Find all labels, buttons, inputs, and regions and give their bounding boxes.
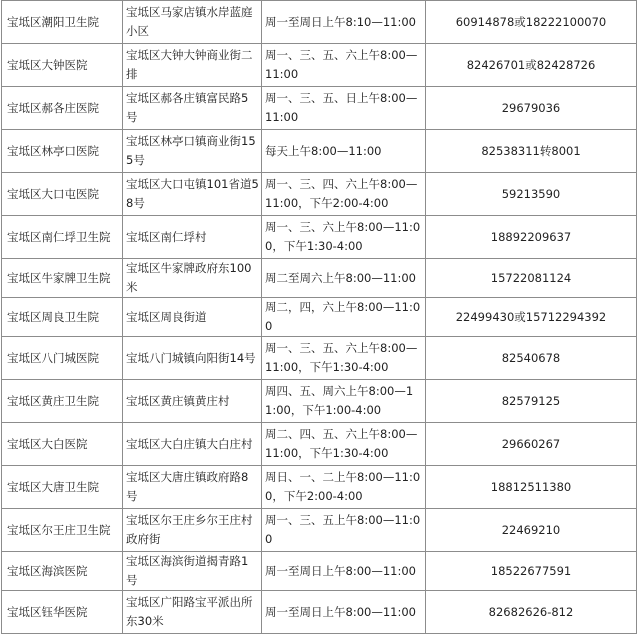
phone-cell: 29679036 — [426, 87, 637, 130]
table-row — [2, 87, 637, 130]
hospital-name-cell: 宝坻区海滨医院 — [2, 552, 123, 591]
hospital-name-cell: 宝坻区钰华医院 — [2, 591, 123, 634]
table-row — [2, 216, 637, 259]
hospital-name-cell: 宝坻区大白医院 — [2, 423, 123, 466]
address-cell: 宝坻八门城镇向阳街14号 — [123, 337, 262, 380]
table-row — [2, 1, 637, 44]
phone-cell: 18522677591 — [426, 552, 637, 591]
phone-cell: 60914878或18222100070 — [426, 1, 637, 44]
hours-cell: 周日、一、二上午8:00—11:00，下午2:00-4:00 — [262, 466, 426, 509]
phone-cell: 82682626-812 — [426, 591, 637, 634]
hospital-name-cell: 宝坻区南仁垺卫生院 — [2, 216, 123, 259]
address-cell: 宝坻区大白庄镇大白庄村 — [123, 423, 262, 466]
phone-cell: 18812511380 — [426, 466, 637, 509]
hours-cell: 周一、三、六上午8:00—11:00，下午1:30-4:00 — [262, 216, 426, 259]
address-cell: 宝坻区马家店镇水岸蓝庭小区 — [123, 1, 262, 44]
hours-cell: 周二、四、五、六上午8:00—11:00，下午1:30-4:00 — [262, 423, 426, 466]
table-row — [2, 466, 637, 509]
hospital-name-cell: 宝坻区潮阳卫生院 — [2, 1, 123, 44]
phone-cell: 15722081124 — [426, 259, 637, 298]
hospital-name-cell: 宝坻区大口屯医院 — [2, 173, 123, 216]
hours-cell: 周一、三、五、六上午8:00—11:00 — [262, 44, 426, 87]
hours-cell: 周一、三、五、六上午8:00—11:00，下午1:30-4:00 — [262, 337, 426, 380]
address-cell: 宝坻区南仁垺村 — [123, 216, 262, 259]
hours-cell: 周一至周日上午8:00—11:00 — [262, 591, 426, 634]
hospital-name-cell: 宝坻区黄庄卫生院 — [2, 380, 123, 423]
phone-cell: 22499430或15712294392 — [426, 298, 637, 337]
table-row — [2, 44, 637, 87]
table-row — [2, 298, 637, 337]
table-row — [2, 130, 637, 173]
table-row — [2, 509, 637, 552]
address-cell: 宝坻区牛家牌政府东100米 — [123, 259, 262, 298]
phone-cell: 18892209637 — [426, 216, 637, 259]
hospital-table — [1, 0, 637, 634]
hospital-name-cell: 宝坻区周良卫生院 — [2, 298, 123, 337]
phone-cell: 82538311转8001 — [426, 130, 637, 173]
table-row — [2, 259, 637, 298]
table-row — [2, 423, 637, 466]
hours-cell: 周一、三、四、六上午8:00—11:00，下午2:00-4:00 — [262, 173, 426, 216]
hours-cell: 周一、三、五、日上午8:00—11:00 — [262, 87, 426, 130]
phone-cell: 59213590 — [426, 173, 637, 216]
hours-cell: 周一至周日上午8:00—11:00 — [262, 552, 426, 591]
address-cell: 宝坻区广阳路宝平派出所东30米 — [123, 591, 262, 634]
table-body — [2, 1, 637, 634]
hospital-name-cell: 宝坻区尔王庄卫生院 — [2, 509, 123, 552]
hospital-name-cell: 宝坻区大钟医院 — [2, 44, 123, 87]
hospital-name-cell: 宝坻区林亭口医院 — [2, 130, 123, 173]
hours-cell: 每天上午8:00—11:00 — [262, 130, 426, 173]
phone-cell: 82540678 — [426, 337, 637, 380]
table-row — [2, 337, 637, 380]
table-row — [2, 380, 637, 423]
address-cell: 宝坻区大钟大钟商业街二排 — [123, 44, 262, 87]
address-cell: 宝坻区海滨街道揭青路1号 — [123, 552, 262, 591]
hours-cell: 周二，四，六上午8:00—11:00 — [262, 298, 426, 337]
hours-cell: 周一、三、五上午8:00—11:00 — [262, 509, 426, 552]
hours-cell: 周四、五、周六上午8:00—11:00，下午1:00-4:00 — [262, 380, 426, 423]
phone-cell: 22469210 — [426, 509, 637, 552]
address-cell: 宝坻区郝各庄镇富民路5号 — [123, 87, 262, 130]
phone-cell: 82426701或82428726 — [426, 44, 637, 87]
address-cell: 宝坻区周良街道 — [123, 298, 262, 337]
phone-cell: 29660267 — [426, 423, 637, 466]
address-cell: 宝坻区林亭口镇商业街155号 — [123, 130, 262, 173]
table-row — [2, 552, 637, 591]
address-cell: 宝坻区大唐庄镇政府路8号 — [123, 466, 262, 509]
address-cell: 宝坻区大口屯镇101省道58号 — [123, 173, 262, 216]
hospital-name-cell: 宝坻区牛家牌卫生院 — [2, 259, 123, 298]
hospital-name-cell: 宝坻区大唐卫生院 — [2, 466, 123, 509]
hours-cell: 周一至周日上午8:10—11:00 — [262, 1, 426, 44]
hospital-name-cell: 宝坻区八门城医院 — [2, 337, 123, 380]
hospital-name-cell: 宝坻区郝各庄医院 — [2, 87, 123, 130]
address-cell: 宝坻区尔王庄乡尔王庄村政府街 — [123, 509, 262, 552]
table-row — [2, 173, 637, 216]
phone-cell: 82579125 — [426, 380, 637, 423]
hours-cell: 周二至周六上午8:00—11:00 — [262, 259, 426, 298]
address-cell: 宝坻区黄庄镇黄庄村 — [123, 380, 262, 423]
